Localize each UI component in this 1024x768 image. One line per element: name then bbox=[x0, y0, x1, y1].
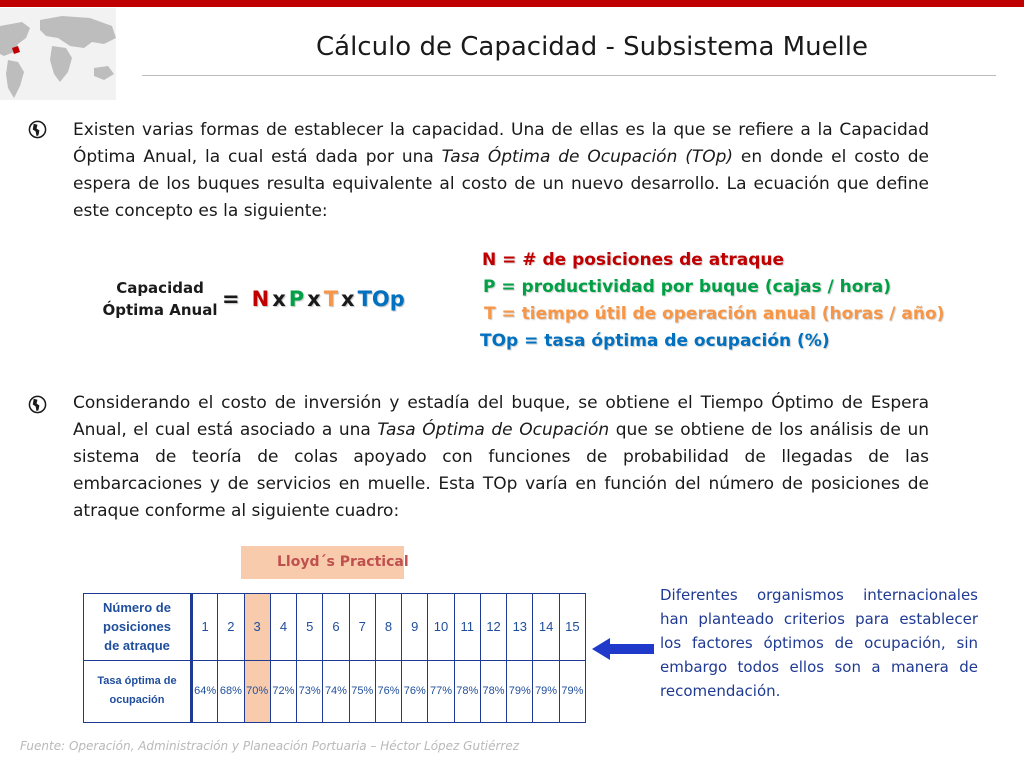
paragraph-text: que se obtiene de los análisis de un sistema de teoría de colas apoyado con funciones de probabilidad de llegadas de las embarcaciones y de servicios en muelle. Esta TOp varía en función del número de posiciones de atraque conforme al siguiente cuadro: bbox=[73, 420, 929, 521]
world-map-icon bbox=[0, 8, 116, 100]
table-cell: 75% bbox=[349, 660, 375, 722]
table-cell: 77% bbox=[428, 660, 454, 722]
table-cell: 76% bbox=[402, 660, 428, 722]
definition-p: P = productividad por buque (cajas / hora) bbox=[483, 277, 892, 297]
table-cell: 64% bbox=[192, 660, 218, 722]
table-cell-highlighted: 3 bbox=[244, 594, 270, 661]
formula-label bbox=[86, 277, 234, 321]
table-cell: 5 bbox=[297, 594, 323, 661]
row-header-line: Número de posiciones bbox=[103, 600, 171, 635]
formula-term: N bbox=[251, 287, 270, 311]
table-cell: 68% bbox=[218, 660, 244, 722]
table-cell: 7 bbox=[349, 594, 375, 661]
table-row bbox=[84, 660, 586, 722]
table-cell: 9 bbox=[402, 594, 428, 661]
title-divider bbox=[142, 75, 996, 76]
table-cell: 74% bbox=[323, 660, 349, 722]
table-cell: 79% bbox=[533, 660, 559, 722]
row-header-line: ocupación bbox=[109, 694, 165, 707]
formula-term: P bbox=[288, 287, 305, 311]
row-header-rate bbox=[84, 660, 192, 722]
paragraph-optimal-wait bbox=[73, 390, 929, 525]
table-cell: 76% bbox=[375, 660, 401, 722]
row-header-line: de atraque bbox=[104, 638, 170, 654]
formula-term: TOp bbox=[357, 287, 405, 311]
table-cell: 6 bbox=[323, 594, 349, 661]
table-cell: 4 bbox=[270, 594, 296, 661]
slide-title: Cálculo de Capacidad - Subsistema Muelle bbox=[316, 32, 869, 62]
formula-operator: x bbox=[272, 287, 286, 311]
footer-source: Fuente: Operación, Administración y Planeación Portuaria – Héctor López Gutiérrez bbox=[20, 739, 520, 753]
table-cell: 8 bbox=[375, 594, 401, 661]
side-note: Diferentes organismos internacionales han planteado criterios para establecer los factores óptimos de ocupación, sin embargo todos ellos son a manera de recomendación. bbox=[660, 586, 978, 700]
definition-top: TOp = tasa óptima de ocupación (%) bbox=[480, 331, 830, 351]
paragraph-text: en donde el costo de espera de los buques resulta equivalente al costo de un nuevo desarrollo. La ecuación que define este concepto es la siguiente: bbox=[73, 147, 929, 221]
table-cell: 15 bbox=[559, 594, 585, 661]
table-cell: 2 bbox=[218, 594, 244, 661]
paragraph-emphasis: Tasa Óptima de Ocupación bbox=[377, 420, 610, 440]
table-cell: 79% bbox=[559, 660, 585, 722]
table-cell: 11 bbox=[454, 594, 480, 661]
table-cell: 73% bbox=[297, 660, 323, 722]
paragraph-text: Existen varias formas de establecer la capacidad. Una de ellas es la que se refiere a la Capacidad Óptima Anual, la cual está dada por una bbox=[73, 120, 929, 167]
row-header-line: Tasa óptima de bbox=[97, 675, 177, 688]
occupancy-rate-table bbox=[83, 593, 586, 723]
formula-label-line: Capacidad bbox=[116, 279, 204, 297]
table-row bbox=[84, 594, 586, 661]
top-accent-bar bbox=[0, 0, 1024, 7]
table-cell: 12 bbox=[480, 594, 506, 661]
table-cell: 10 bbox=[428, 594, 454, 661]
formula-equation bbox=[222, 287, 408, 311]
formula-label-line: Óptima Anual bbox=[102, 301, 218, 319]
table-cell: 72% bbox=[270, 660, 296, 722]
paragraph-capacity-intro bbox=[73, 117, 929, 225]
table-cell: 78% bbox=[454, 660, 480, 722]
table-cell: 13 bbox=[507, 594, 533, 661]
row-header-positions bbox=[84, 594, 192, 661]
formula-term: T bbox=[323, 287, 339, 311]
table-cell-highlighted: 70% bbox=[244, 660, 270, 722]
table-cell: 78% bbox=[480, 660, 506, 722]
globe-americas-icon bbox=[28, 120, 47, 139]
definition-n: N = # de posiciones de atraque bbox=[482, 250, 785, 270]
definition-t: T = tiempo útil de operación anual (horas / año) bbox=[484, 304, 945, 324]
table-cell: 1 bbox=[192, 594, 218, 661]
formula-operator: x bbox=[307, 287, 321, 311]
arrow-left-icon bbox=[592, 638, 654, 660]
formula-equals: = bbox=[222, 287, 240, 311]
paragraph-text: Considerando el costo de inversión y estadía del buque, se obtiene el Tiempo Óptimo de Espera Anual, el cual está asociado a una bbox=[73, 393, 929, 440]
table-cell: 79% bbox=[507, 660, 533, 722]
globe-americas-icon bbox=[28, 395, 47, 414]
lloyds-practical-label: Lloyd´s Practical bbox=[241, 546, 404, 579]
paragraph-emphasis: Tasa Óptima de Ocupación (TOp) bbox=[441, 147, 734, 167]
table-cell: 14 bbox=[533, 594, 559, 661]
formula-operator: x bbox=[341, 287, 355, 311]
